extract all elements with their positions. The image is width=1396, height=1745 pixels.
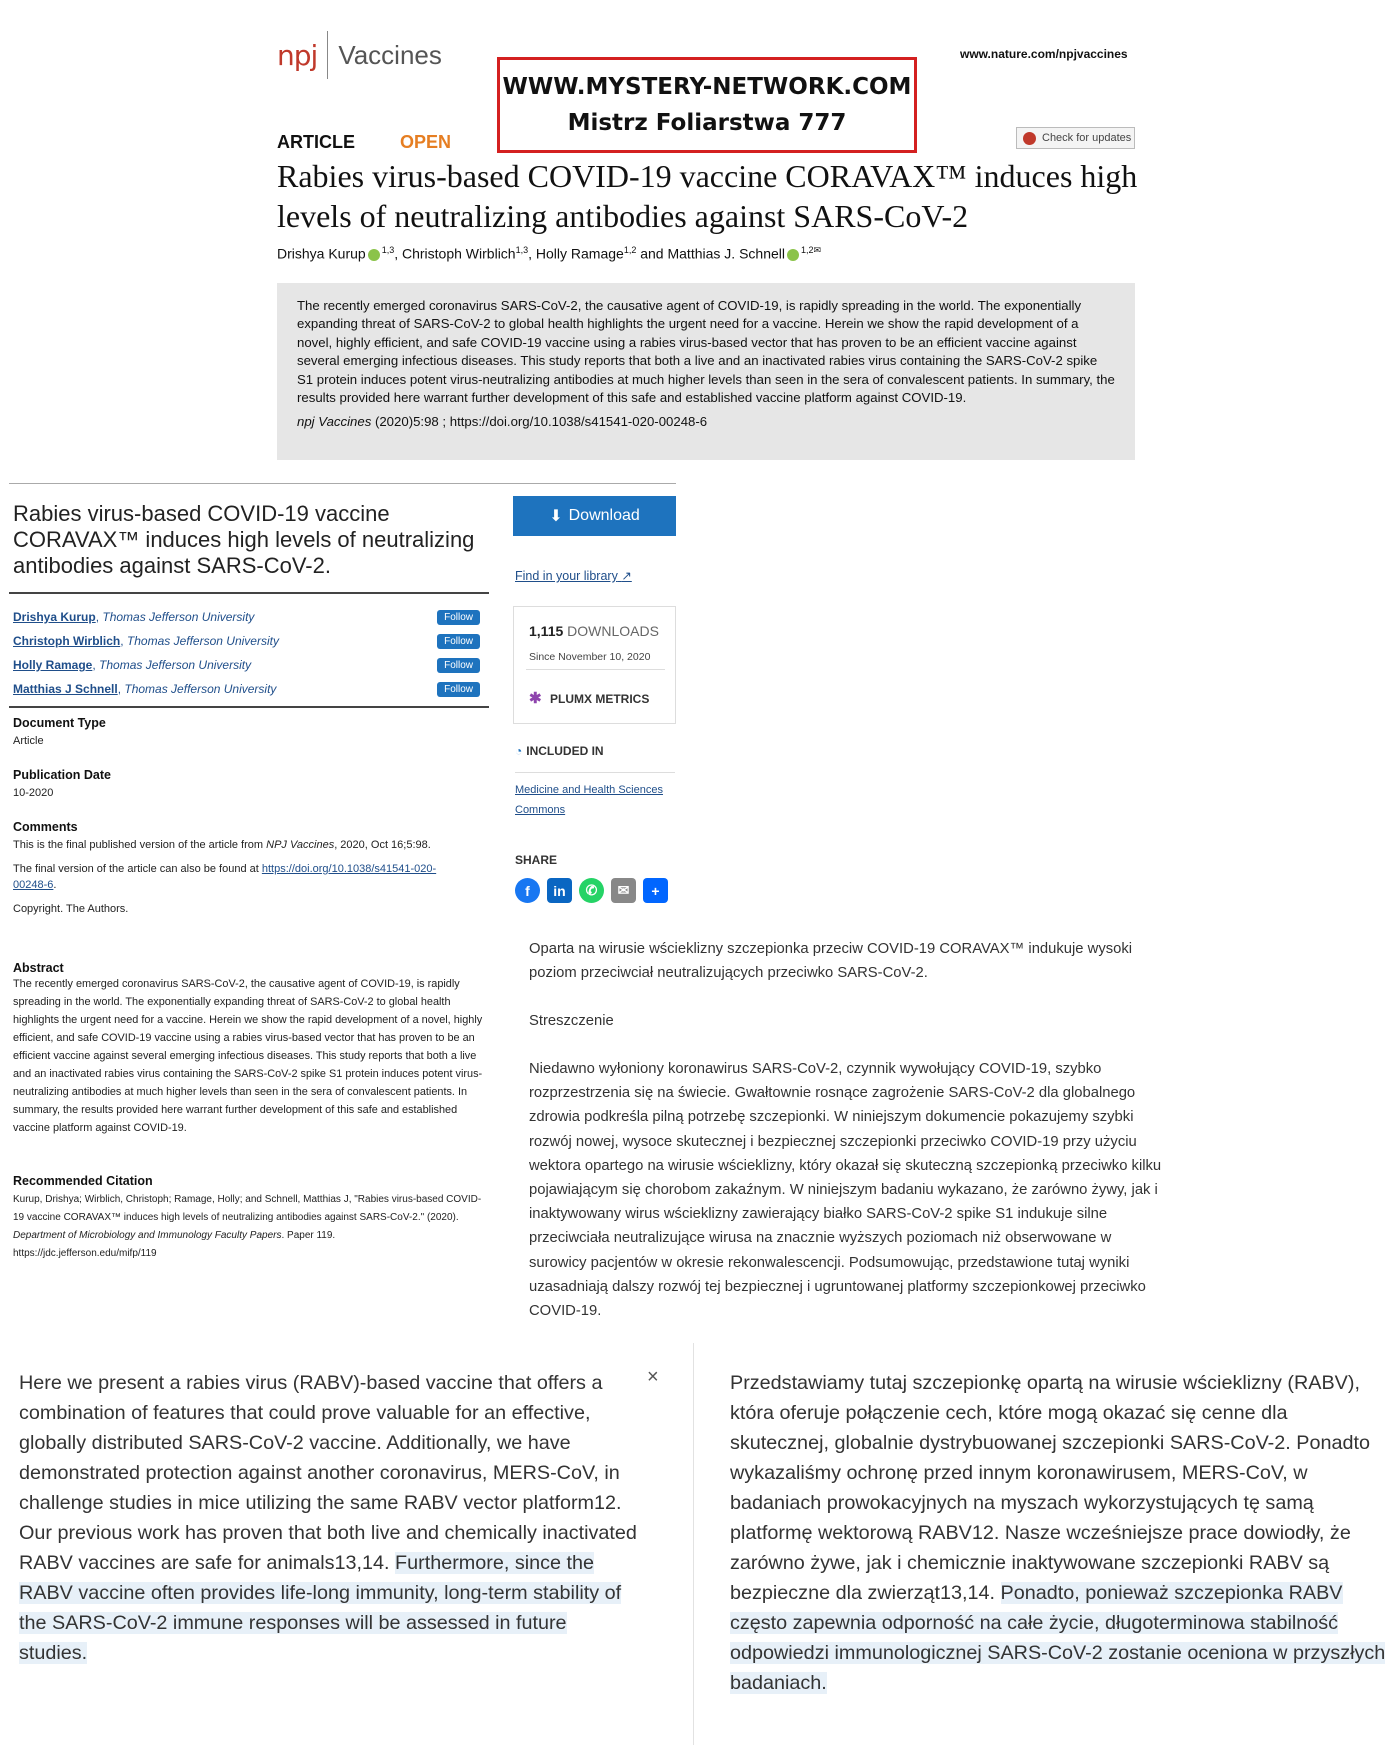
open-access-label: OPEN (400, 132, 452, 152)
paper-abstract-box (277, 283, 1135, 460)
logo-divider (327, 31, 328, 79)
paper-abstract: The recently emerged coronavirus SARS-CoV-2, the causative agent of COVID-19, is rapidly spreading in the world. The exponentially expanding threat of SARS-CoV-2 to global health highlights the urgent need for a vaccine. Herein we show the rapid development of a novel, highly efficient, and safe COVID-19 vaccine using a rabies virus-based vector that has proven to be an efficient vaccine against several emerging infectious diseases. This study reports that both a live and an inactivated rabies virus containing the SARS-CoV-2 spike S1 protein induces potent virus-neutralizing antibodies at much higher levels than seen in the sera of convalescent patients. In summary, the results provided here warrant further development of this safe and established vaccine platform against COVID-19. (297, 298, 1115, 406)
source-text-panel[interactable] (19, 1368, 639, 1668)
orcid-icon[interactable] (787, 249, 799, 261)
repo-author-name[interactable]: Christoph Wirblich (13, 634, 121, 648)
plumx-metrics-link[interactable]: ✱ PLUMX METRICS (529, 690, 650, 707)
repo-author-affiliation: Thomas Jefferson University (102, 610, 255, 624)
find-in-library-link[interactable]: Find in your library ↗ (515, 569, 632, 583)
repo-author-row: Matthias J Schnell, Thomas Jefferson University Follow (13, 677, 480, 701)
repo-author-name[interactable]: Drishya Kurup (13, 610, 96, 624)
final-version-link[interactable]: https://doi.org/10.1038/s41541-020-00248-6 (13, 863, 437, 891)
publication-date-label: Publication Date (13, 768, 111, 782)
citation-doi: (2020)5:98 ; https://doi.org/10.1038/s41541-020-00248-6 (371, 414, 708, 430)
downloads-divider (526, 669, 665, 670)
close-icon[interactable]: × (647, 1366, 659, 1388)
recommended-citation-url[interactable]: https://jdc.jefferson.edu/mifp/119 (13, 1248, 157, 1259)
repo-author-row: Holly Ramage, Thomas Jefferson University Follow (13, 653, 480, 677)
publication-date-value: 10-2020 (13, 787, 54, 799)
citation-journal: npj Vaccines (297, 414, 372, 430)
download-icon: ⬇ (549, 508, 563, 525)
translated-text: Przedstawiamy tutaj szczepionkę opartą na wirusie wścieklizny (RABV), która oferuje połączenie cech, które mogą okazać się cenne dla skutecznej, globalnie dystrybuowanej szczepionki SARS-CoV-2. Ponadto wykazaliśmy ochronę przed innym koronawirusem, MERS-CoV, w badaniach prowokacyjnych na myszach wykorzystujących tę samą platformę wektorową RABV12. Nasze wcześniejsze prace dowiodły, że zarówno żywe, jak i chemicznie inaktywowane szczepionki RABV są bezpieczne dla zwierząt13,14. (730, 1372, 1370, 1604)
comments-section (13, 820, 453, 917)
repo-abstract-text: The recently emerged coronavirus SARS-CoV-2, the causative agent of COVID-19, is rapidly spreading in the world. The exponentially expanding threat of SARS-CoV-2 to global health highlights the urgent need for a vaccine. Herein we show the rapid development of a novel, highly efficient, and safe COVID-19 vaccine using a rabies virus-based vector that has proven to be an efficient vaccine against several emerging infectious diseases. This study reports that both a live and an inactivated rabies virus containing the SARS-CoV-2 spike S1 protein induces potent virus-neutralizing antibodies at much higher levels than seen in the sera of convalescent patients. In summary, the results provided here warrant further development of this safe and established vaccine platform against COVID-19. (13, 978, 483, 1134)
follow-button[interactable]: Follow (437, 658, 480, 673)
repo-author-affiliation: Thomas Jefferson University (99, 658, 252, 672)
share-plus-icon[interactable]: + (643, 878, 668, 903)
logo-journal-name: Vaccines (338, 39, 442, 70)
downloads-count: 1,115 DOWNLOADS (529, 623, 659, 639)
document-type-label: Document Type (13, 716, 106, 730)
article-label: ARTICLE (277, 132, 355, 152)
commons-link[interactable]: Medicine and Health Sciences Commons (515, 784, 663, 816)
included-divider (515, 772, 675, 773)
follow-button[interactable]: Follow (437, 610, 480, 625)
repo-author-row: Christoph Wirblich, Thomas Jefferson University Follow (13, 629, 480, 653)
translated-abstract-label: Streszczenie (529, 1013, 614, 1029)
final-version-text: The final version of the article can also be found at https://doi.org/10.1038/s41541-020-00248-6. (13, 863, 437, 891)
logo-npj: npj (277, 38, 318, 72)
comments-label: Comments (13, 820, 78, 834)
external-link-icon: ↗ (621, 569, 632, 583)
copyright-text: Copyright. The Authors. (13, 903, 129, 915)
watermark-line2: Mistrz Foliarstwa 777 (567, 110, 847, 136)
repo-author-row: Drishya Kurup, Thomas Jefferson University Follow (13, 605, 480, 629)
recommended-citation-label: Recommended Citation (13, 1174, 153, 1188)
npj-vaccines-logo (277, 30, 442, 80)
repo-abstract-section (13, 961, 485, 1137)
facebook-icon[interactable]: f (515, 878, 540, 903)
share-heading: SHARE (515, 853, 558, 867)
download-label: Download (568, 507, 640, 524)
recommended-citation-text: Kurup, Drishya; Wirblich, Christoph; Ramage, Holly; and Schnell, Matthias J, "Rabies virus-based COVID-19 vaccine CORAVAX™ induces high levels of neutralizing antibodies against SARS-CoV-2." (2020). Department of Microbiology and Immunology Faculty Papers. Paper 119. https://jdc.jefferson.edu/mifp/119 (13, 1194, 482, 1259)
source-text: Here we present a rabies virus (RABV)-based vaccine that offers a combination of features that could prove valuable for an effective, globally distributed SARS-CoV-2 vaccine. Additionally, we have demonstrated protection against another coronavirus, MERS-CoV, in challenge studies in mice utilizing the same RABV vector platform12. Our previous work has proven that both live and chemically inactivated RABV vaccines are safe for animals13,14. (19, 1372, 637, 1574)
check-updates-label: Check for updates (1042, 132, 1132, 144)
repo-author-affiliation: Thomas Jefferson University (124, 682, 277, 696)
plumx-icon: ✱ (529, 690, 542, 707)
document-type-value: Article (13, 735, 44, 747)
repo-rule (9, 592, 489, 594)
translated-text-panel (730, 1368, 1390, 1698)
paper-author: Christoph Wirblich$^{1,3}$, (402, 245, 536, 262)
paper-author: Matthias J. Schnell $^{1,2✉}$ (667, 245, 822, 262)
crossmark-icon (1023, 132, 1036, 145)
whatsapp-icon[interactable]: ✆ (579, 878, 604, 903)
panel-divider (693, 1343, 694, 1745)
source-text-highlighted: Furthermore, since the RABV vaccine often provides life-long immunity, long-term stability of the SARS-CoV-2 immune responses will be assessed in future studies. (19, 1552, 622, 1664)
translated-text-highlighted: Ponadto, ponieważ szczepionka RABV często zapewnia odporność na całe życie, długoterminowa stabilność odpowiedzi immunologicznej SARS-CoV-2 zostanie oceniona w przyszłych badaniach. (730, 1582, 1386, 1694)
watermark-box (497, 57, 917, 153)
email-icon[interactable]: ✉ (611, 878, 636, 903)
paper-author: Holly Ramage$^{1,2}$ and (535, 245, 668, 262)
repo-rule-2 (9, 706, 489, 708)
included-in-icon: ◔ (515, 744, 523, 758)
repo-author-name[interactable]: Matthias J Schnell (13, 682, 118, 696)
repo-author-affiliation: Thomas Jefferson University (126, 634, 279, 648)
check-updates-button[interactable] (1016, 127, 1135, 149)
included-in-heading: ◔ INCLUDED IN (515, 744, 604, 758)
translated-abstract: Niedawno wyłoniony koronawirus SARS-CoV-2, czynnik wywołujący COVID-19, szybko rozprzestrzenia się na świecie. Gwałtownie rosnące zagrożenie SARS-CoV-2 dla globalnego zdrowia podkreśla pilną potrzebę szczepionki. W niniejszym dokumencie pokazujemy szybki rozwój nowej, wysoce skutecznej i bezpiecznej szczepionki przeciwko COVID-19 przy użyciu wektora opartego na wirusie wścieklizny, który okazał się skuteczną szczepionką przeciwko kilku pojawiającym się chorobom zakaźnym. W niniejszym badaniu wykazano, że zarówno żywy, jak i inaktywowany wirus wścieklizny zawierający białko SARS-CoV-2 spike S1 indukuje silne przeciwciała neutralizujące wirusa na znacznie wyższych poziomach niż obserwowane w surowicy pacjentów w okresie rekonwalescencji. Podsumowując, przedstawione tutaj wyniki uzasadniają dalszy rozwój tej bezpiecznej i ugruntowanej platformy szczepionkowej przeciwko COVID-19. (529, 1061, 1162, 1320)
repo-abstract-label: Abstract (13, 961, 64, 975)
paper-author: Drishya Kurup $^{1,3}$, (277, 245, 402, 262)
downloads-box (513, 606, 676, 724)
repo-top-rule (9, 483, 676, 484)
linkedin-icon[interactable]: in (547, 878, 572, 903)
follow-button[interactable]: Follow (437, 634, 480, 649)
downloads-since: Since November 10, 2020 (529, 651, 651, 663)
paper-title: Rabies virus-based COVID-19 vaccine CORAVAX™ induces high levels of neutralizing antibodies against SARS-CoV-2 (277, 158, 1138, 234)
document-type-section (13, 716, 483, 749)
follow-button[interactable]: Follow (437, 682, 480, 697)
comments-text: This is the final published version of the article from NPJ Vaccines, 2020, Oct 16;5:98. (13, 839, 431, 851)
recommended-citation-section (13, 1174, 483, 1263)
translated-title: Oparta na wirusie wścieklizny szczepionka przeciw COVID-19 CORAVAX™ indukuje wysoki poziom przeciwciał neutralizujących przeciwko SARS-CoV-2. (529, 941, 1133, 981)
orcid-icon[interactable] (368, 249, 380, 261)
repo-title: Rabies virus-based COVID-19 vaccine CORAVAX™ induces high levels of neutralizing antibodies against SARS-CoV-2. (13, 501, 475, 578)
repo-author-name[interactable]: Holly Ramage (13, 658, 93, 672)
share-icons (515, 878, 668, 903)
paper-citation (297, 413, 1115, 431)
paper-authors (277, 245, 821, 262)
watermark-line1: WWW.MYSTERY-NETWORK.COM (502, 74, 912, 100)
download-button[interactable] (513, 496, 676, 536)
repo-author-list (13, 605, 480, 701)
journal-url[interactable]: www.nature.com/npjvaccines (960, 47, 1128, 61)
publication-date-section (13, 768, 483, 801)
